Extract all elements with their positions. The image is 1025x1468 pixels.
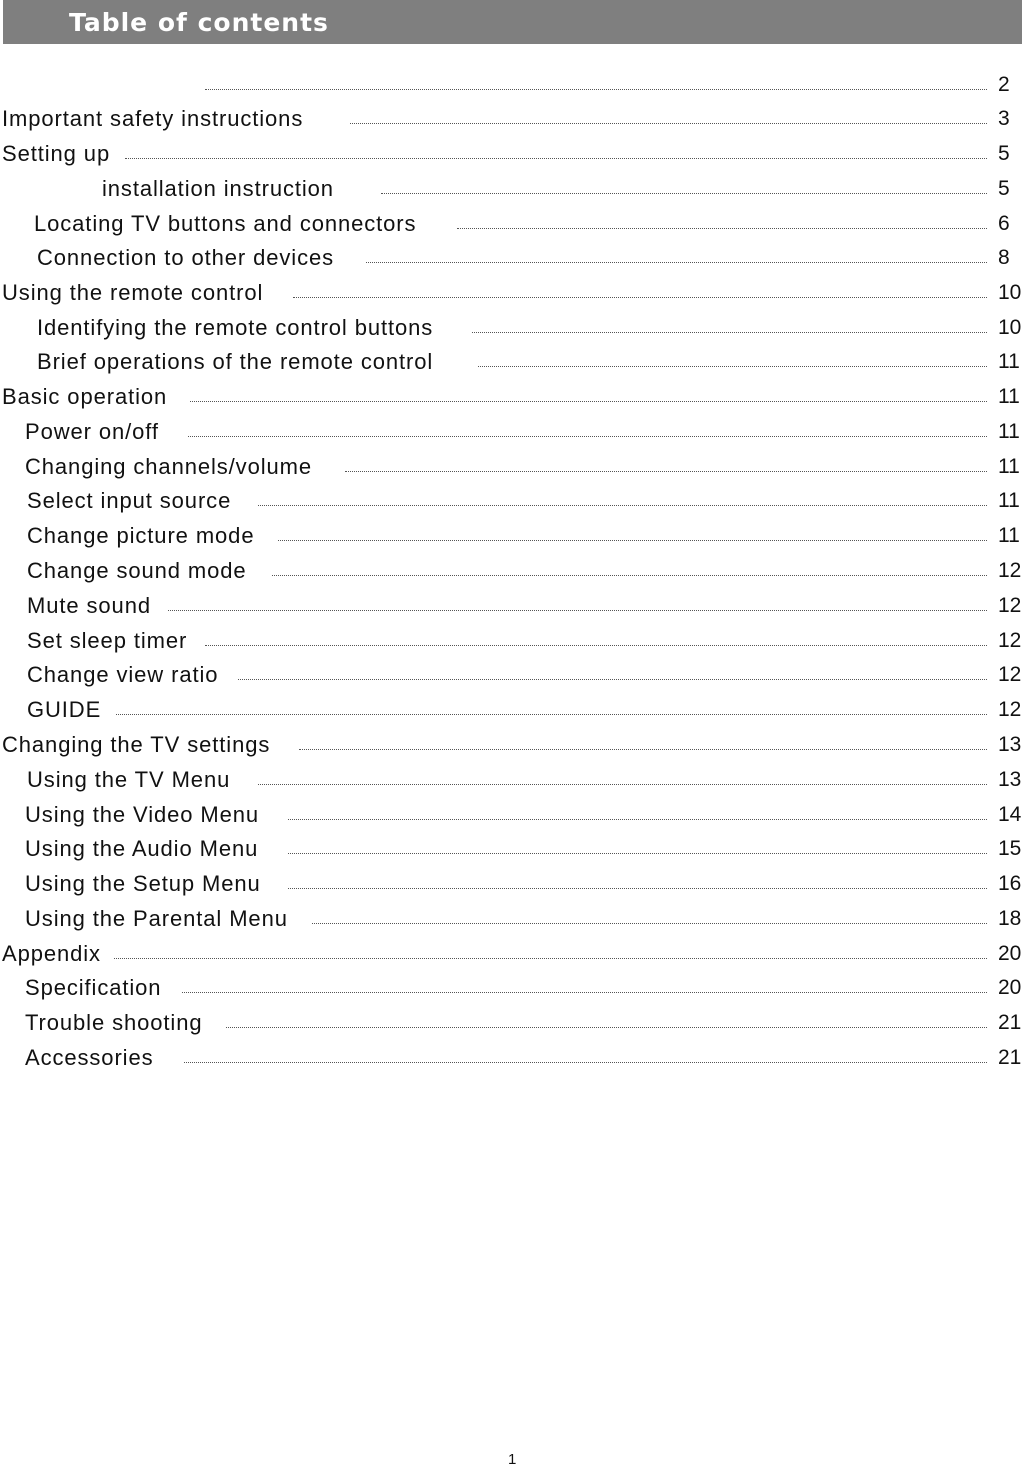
- toc-entry[interactable]: [0, 280, 1025, 315]
- toc-entry-page: 12: [998, 698, 1022, 721]
- toc-entry-label: Using the Video Menu: [25, 802, 260, 827]
- toc-entry-label: Power on/off: [25, 419, 159, 444]
- toc-leader: [278, 540, 987, 541]
- toc-entry[interactable]: [0, 906, 1025, 941]
- toc-leader: [288, 888, 987, 889]
- toc-entry[interactable]: [0, 802, 1025, 837]
- toc-entry-label: GUIDE: [27, 697, 102, 722]
- toc-leader: [238, 679, 987, 680]
- toc-leader: [457, 228, 987, 229]
- toc-entry[interactable]: [0, 697, 1025, 732]
- toc-entry-page: 13: [998, 768, 1022, 791]
- toc-entry-page: 11: [998, 385, 1020, 408]
- toc-entry-label: Change view ratio: [27, 662, 219, 687]
- toc-entry-page: 20: [998, 942, 1022, 965]
- toc-entry[interactable]: [0, 72, 1025, 107]
- toc-entry[interactable]: [0, 349, 1025, 384]
- toc-entry-label: Locating TV buttons and connectors: [34, 211, 417, 236]
- toc-entry-label: Using the remote control: [2, 280, 264, 305]
- toc-entry-label: Trouble shooting: [25, 1010, 203, 1035]
- toc-entry-page: 11: [998, 420, 1020, 443]
- toc-entry-page: 8: [998, 246, 1010, 269]
- toc-leader: [184, 1062, 987, 1063]
- toc-entry-page: 12: [998, 629, 1022, 652]
- toc-entry-page: 12: [998, 559, 1022, 582]
- toc-entry-page: 3: [998, 107, 1010, 130]
- toc-entry-label: Accessories: [25, 1045, 154, 1070]
- page-title: Table of contents: [69, 8, 329, 37]
- toc-entry-label: Using the TV Menu: [27, 767, 231, 792]
- toc-entry[interactable]: [0, 211, 1025, 246]
- toc-entry-page: 11: [998, 489, 1020, 512]
- toc-entry-page: 11: [998, 455, 1020, 478]
- toc-leader: [478, 366, 987, 367]
- toc-leader: [168, 610, 987, 611]
- header-bar: [3, 0, 1022, 44]
- toc-entry[interactable]: [0, 419, 1025, 454]
- toc-leader: [205, 645, 987, 646]
- toc-entry-page: 10: [998, 316, 1022, 339]
- toc-entry[interactable]: [0, 1045, 1025, 1080]
- toc-leader: [258, 505, 987, 506]
- toc-entry[interactable]: [0, 384, 1025, 419]
- toc-entry-label: Select input source: [27, 488, 232, 513]
- toc-leader: [258, 784, 987, 785]
- toc-entry-label: Using the Setup Menu: [25, 871, 261, 896]
- toc-entry-page: 16: [998, 872, 1022, 895]
- toc-entry-page: 11: [998, 524, 1020, 547]
- toc-entry[interactable]: [0, 176, 1025, 211]
- toc-leader: [205, 89, 987, 90]
- toc-entry-page: 12: [998, 663, 1022, 686]
- toc-entry-page: 12: [998, 594, 1022, 617]
- toc-entry-label: Brief operations of the remote control: [37, 349, 434, 374]
- toc-entry-label: Using the Parental Menu: [25, 906, 288, 931]
- toc-leader: [345, 471, 987, 472]
- toc-entry-page: 20: [998, 976, 1022, 999]
- toc-leader: [381, 193, 987, 194]
- toc-entry[interactable]: [0, 488, 1025, 523]
- toc-entry-label: Appendix: [2, 941, 101, 966]
- toc-leader: [226, 1027, 987, 1028]
- toc-entry-page: 5: [998, 177, 1010, 200]
- toc-entry-label: Identifying the remote control buttons: [37, 315, 434, 340]
- toc-entry-label: Connection to other devices: [37, 245, 335, 270]
- toc-entry[interactable]: [0, 836, 1025, 871]
- toc-entry-label: Using the Audio Menu: [25, 836, 259, 861]
- toc-leader: [350, 123, 987, 124]
- toc-entry[interactable]: [0, 454, 1025, 489]
- toc-leader: [116, 714, 987, 715]
- toc-entry-page: 11: [998, 350, 1020, 373]
- toc-leader: [288, 853, 987, 854]
- toc-entry-page: 2: [998, 73, 1010, 96]
- toc-entry-page: 14: [998, 803, 1022, 826]
- toc-entry-label: Change picture mode: [27, 523, 255, 548]
- toc-leader: [312, 923, 987, 924]
- toc-leader: [114, 958, 987, 959]
- toc-entry[interactable]: [0, 523, 1025, 558]
- toc-entry-page: 6: [998, 212, 1010, 235]
- toc-leader: [188, 436, 987, 437]
- toc-entry-page: 5: [998, 142, 1010, 165]
- toc-entry[interactable]: [0, 245, 1025, 280]
- toc-leader: [272, 575, 987, 576]
- toc-leader: [182, 992, 987, 993]
- toc-entry-label: Change sound mode: [27, 558, 247, 583]
- toc-entry-label: Specification: [25, 975, 162, 1000]
- toc-entry[interactable]: [0, 662, 1025, 697]
- toc-entry-label: Changing the TV settings: [2, 732, 271, 757]
- toc-entry[interactable]: [0, 628, 1025, 663]
- toc-entry[interactable]: [0, 141, 1025, 176]
- toc-leader: [288, 819, 987, 820]
- toc-leader: [472, 332, 987, 333]
- toc-leader: [293, 297, 987, 298]
- toc-leader: [190, 401, 987, 402]
- toc-entry-page: 18: [998, 907, 1022, 930]
- toc-entry[interactable]: [0, 732, 1025, 767]
- toc-entry[interactable]: [0, 941, 1025, 976]
- toc-entry[interactable]: [0, 975, 1025, 1010]
- toc-leader: [299, 749, 987, 750]
- toc-entry-label: installation instruction: [102, 176, 334, 201]
- toc-entry[interactable]: [0, 871, 1025, 906]
- toc-entry-page: 13: [998, 733, 1022, 756]
- toc-entry-label: Important safety instructions: [2, 106, 304, 131]
- toc-entry-page: 21: [998, 1011, 1022, 1034]
- toc-entry[interactable]: [0, 558, 1025, 593]
- toc-entry-label: Setting up: [2, 141, 111, 166]
- toc-leader: [366, 262, 987, 263]
- page-number: 1: [508, 1451, 517, 1468]
- toc-entry-label: Changing channels/volume: [25, 454, 312, 479]
- toc-entry-label: Basic operation: [2, 384, 168, 409]
- toc-entry-page: 21: [998, 1046, 1022, 1069]
- toc-entry[interactable]: [0, 315, 1025, 350]
- toc-leader: [125, 158, 987, 159]
- toc-entry-page: 10: [998, 281, 1022, 304]
- toc-entry[interactable]: [0, 767, 1025, 802]
- toc-entry[interactable]: [0, 593, 1025, 628]
- toc-entry-page: 15: [998, 837, 1022, 860]
- toc-entry-label: Mute sound: [27, 593, 151, 618]
- toc-entry[interactable]: [0, 106, 1025, 141]
- toc-entry-label: Set sleep timer: [27, 628, 188, 653]
- toc-entry[interactable]: [0, 1010, 1025, 1045]
